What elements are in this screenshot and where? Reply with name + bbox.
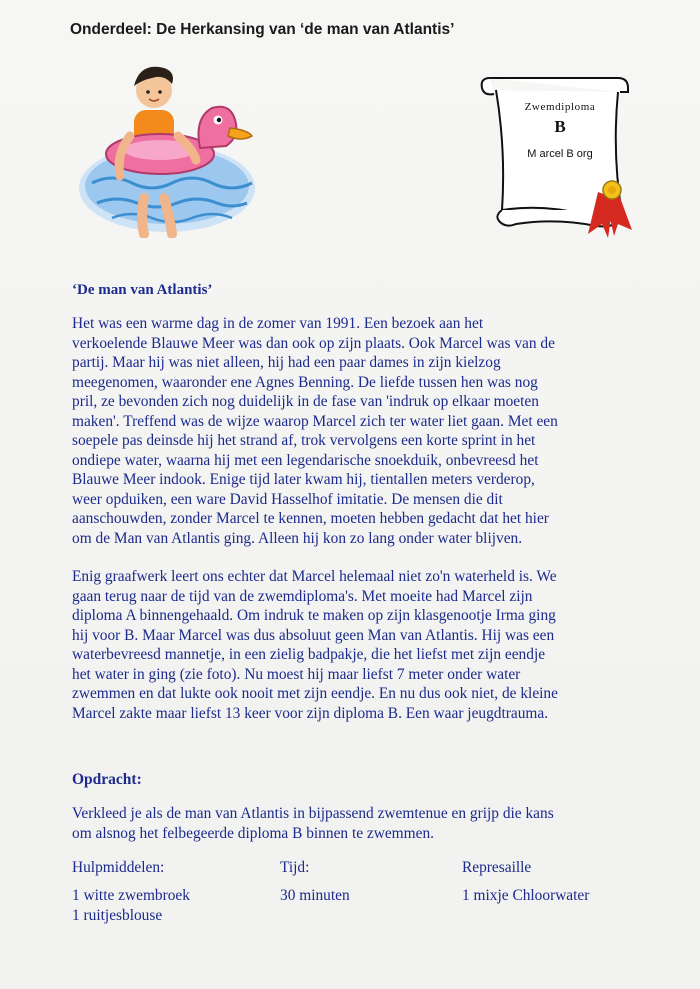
text-line: meegenomen, waaronder ene Agnes Benning. De liefde tussen hen was nog [72, 373, 538, 391]
text-line: om alsnog het felbegeerde diploma B binnen te zwemmen. [72, 824, 434, 842]
page-header: Onderdeel: De Herkansing van ‘de man van Atlantis’ [70, 21, 455, 38]
diploma-grade: B [554, 117, 566, 136]
story-paragraph-2 [72, 567, 632, 723]
tijd-label: Tijd: [280, 859, 310, 876]
tijd-item: 30 minuten [280, 887, 350, 904]
text-line: Enig graafwerk leert ons echter dat Marcel helemaal niet zo'n waterheld is. We [72, 568, 557, 585]
text-line: maken'. Treffend was de wijze waarop Marcel zich ter water liet gaan. Met een [72, 412, 558, 430]
swimmer-with-duck-float-illustration [72, 58, 262, 238]
text-line: soepele pas deinsde hij het strand af, trok vervolgens een korte sprint in het [72, 432, 536, 449]
text-line: het water in ging (zie foto). Nu moest hij maar liefst 7 meter onder water [72, 665, 521, 683]
text-line: weer opduiken, een ware David Hasselhof imitatie. De mensen die dit [72, 490, 503, 508]
text-line: Verkleed je als de man van Atlantis in bijpassend zwemtenue en grijp die kans [72, 805, 554, 822]
opdracht-title: Opdracht: [72, 771, 142, 788]
text-line: gaan terug naar de tijd van de zwemdiploma's. Met moeite had Marcel zijn [72, 587, 533, 605]
represaille-column [462, 858, 589, 906]
story-paragraph-1 [72, 314, 632, 548]
diploma-title: Zwemdiploma [524, 101, 596, 113]
text-line: verkoelende Blauwe Meer was dan ook op zijn plaats. Ook Marcel was van de [72, 334, 555, 352]
opdracht-text [72, 804, 632, 843]
text-line: Blauwe Meer indook. Enige tijd later kwam hij, tientallen meters verderop, [72, 471, 535, 488]
text-line: waterbevreesd mannetje, in een zielig badpakje, die het liefst met zijn eendje [72, 646, 546, 663]
text-line: Het was een warme dag in de zomer van 1991. Een bezoek aan het [72, 315, 484, 332]
text-line: hij voor B. Maar Marcel was dus absoluut geen Man van Atlantis. Hij was een [72, 626, 555, 644]
represaille-item: 1 mixje Chloorwater [462, 887, 590, 904]
represaille-label: Represaille [462, 859, 532, 876]
diploma-name: M arcel B org [527, 148, 593, 160]
story-title: ‘De man van Atlantis’ [72, 282, 213, 298]
text-line: Marcel zakte maar liefst 13 keer voor zijn diploma B. Een waar jeugdtrauma. [72, 704, 549, 722]
text-line: pril, ze bevonden zich nog duidelijk in de fase van 'indruk op elkaar moeten [72, 393, 539, 410]
hulpmiddelen-item: 1 witte zwembroek [72, 887, 190, 904]
hulpmiddelen-item: 1 ruitjesblouse [72, 907, 163, 924]
text-line: om de Man van Atlantis ging. Alleen hij kon zo lang onder water blijven. [72, 529, 523, 547]
text-line: ondiepe water, waarna hij met een legendarische snoekduik, onbevreesd het [72, 451, 539, 469]
text-line: diploma A binnengehaald. Om indruk te maken op zijn klasgenootje Irma ging [72, 607, 556, 624]
text-line: partij. Maar hij was niet alleen, hij had een paar dames in zijn kielzog [72, 354, 501, 371]
hulpmiddelen-column [72, 858, 190, 926]
text-line: zwemmen en dat lukte ook nooit met zijn eendje. En nu dus ook niet, de kleine [72, 685, 558, 702]
hulpmiddelen-label: Hulpmiddelen: [72, 859, 165, 876]
tijd-column [280, 858, 350, 906]
text-line: aanschouwden, zonder Marcel te kennen, moeten hebben gedacht dat het hier [72, 510, 549, 527]
